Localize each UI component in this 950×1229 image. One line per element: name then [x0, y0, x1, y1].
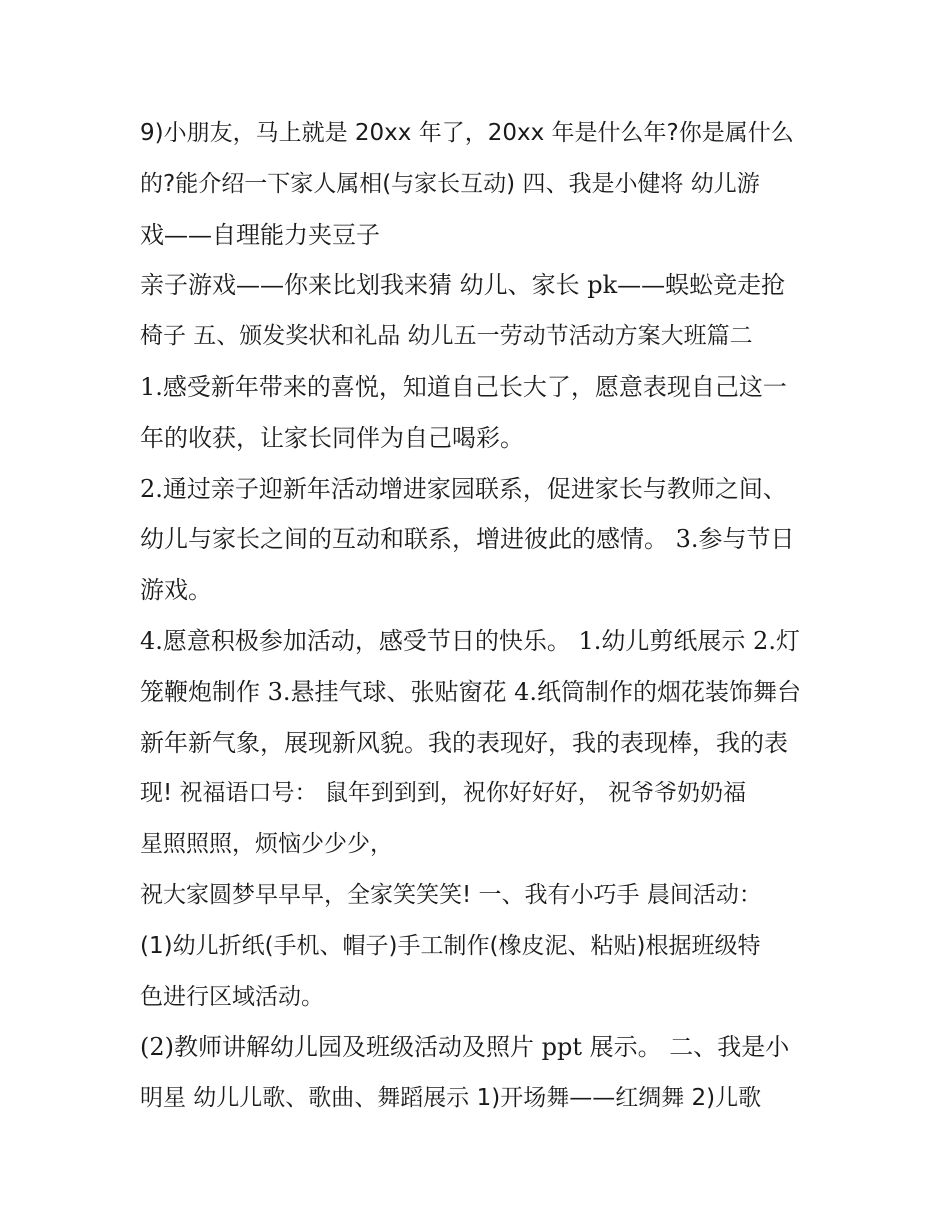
text-line: (2)教师讲解幼儿园及班级活动及照片 ppt 展示。 二、我是小: [140, 1033, 790, 1062]
text-line: 色进行区域活动。: [140, 983, 324, 1010]
text-line: 现! 祝福语口号： 鼠年到到到，祝你好好好， 祝爷爷奶奶福: [140, 780, 747, 807]
text-line: 新年新气象，展现新风貌。我的表现好，我的表现棒，我的表: [140, 728, 788, 757]
text-line: 9)小朋友，马上就是 20xx 年了，20xx 年是什么年?你是属什么: [140, 120, 794, 146]
text-line: 年的收获，让家长同伴为自己喝彩。: [140, 423, 524, 452]
text-line: 游戏。: [140, 576, 212, 605]
text-line: 星照照照，烦恼少少少，: [140, 831, 393, 858]
text-line: 4.愿意积极参加活动，感受节日的快乐。 1.幼儿剪纸展示 2.灯: [140, 626, 800, 655]
text-line: 幼儿与家长之间的互动和联系，增进彼此的感情。 3.参与节日: [140, 525, 795, 554]
text-line: 椅子 五、颁发奖状和礼品 幼儿五一劳动节活动方案大班篇二: [140, 323, 753, 350]
text-line: 1.感受新年带来的喜悦，知道自己长大了，愿意表现自己这一: [140, 372, 787, 401]
text-line: (1)幼儿折纸(手机、帽子)手工制作(橡皮泥、粘贴)根据班级特: [140, 932, 761, 959]
text-line: 2.通过亲子迎新年活动增进家园联系，促进家长与教师之间、: [140, 474, 787, 503]
text-line: 亲子游戏——你来比划我来猜 幼儿、家长 pk——蜈蚣竞走抢: [140, 271, 786, 300]
text-line: 祝大家圆梦早早早，全家笑笑笑! 一、我有小巧手 晨间活动：: [140, 881, 762, 908]
text-line: 明星 幼儿儿歌、歌曲、舞蹈展示 1)开场舞——红绸舞 2)儿歌: [140, 1085, 762, 1112]
text-line: 戏——自理能力夹豆子: [140, 220, 380, 249]
text-line: 的?能介绍一下家人属相(与家长互动) 四、我是小健将 幼儿游: [140, 170, 760, 197]
text-line: 笼鞭炮制作 3.悬挂气球、张贴窗花 4.纸筒制作的烟花装饰舞台: [140, 677, 802, 706]
body-text: [140, 108, 820, 1124]
